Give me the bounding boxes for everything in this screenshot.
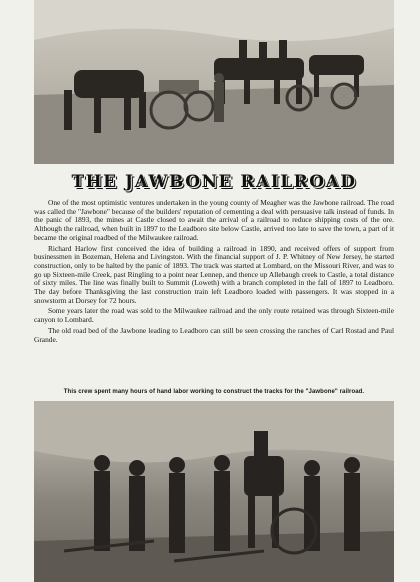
article-title: THE JAWBONE RAILROAD	[71, 172, 357, 192]
article-paragraph: One of the most optimistic ventures undertaken in the young county of Meagher was the Jawbone railroad. The road was called the "Jawbone" because of the builders' reputation of cementing a deal with persuasive talk instead of funds. In the panic of 1893, the mines at Castle closed to await the arrival of a railroad to reduce shipping costs of the ore. Although the railroad, when built in 1897 to the Leadboro site below Castle, arrived too late to save the town, a part of it became the original roadbed of the Milwaukee railroad.	[34, 198, 394, 242]
article-body	[34, 199, 394, 346]
article-paragraph: Some years later the road was sold to the Milwaukee railroad and the only route retained was through Sixteen-mile canyon to Lombard.	[34, 306, 394, 325]
photo-caption: This crew spent many hours of hand labor working to construct the tracks for the "Jawbone" railroad.	[63, 389, 365, 395]
article-paragraph: Richard Harlow first conceived the idea of building a railroad in 1890, and received offers of support from businessmen in Bozeman, Helena and Livingston. With the financial support of J. P. Whitney of New Jersey, he started construction, only to be halted by the panic of 1893. The track was started at Lombard, on the Missouri River, and was to go up Sixteen-mile Creek, past Ringling to a point near Lennep, and thence up Allebaugh creek to Castle, a total distance of sixty miles. The line was finally built to Summit (Loweth) with a branch completed in the fall of 1897 to Leadboro. The day before Thanksgiving the last construction train left Leadboro loaded with passengers. It was stopped in a snowstorm at Dorsey for 72 hours.	[34, 243, 394, 305]
top-photo-horse-teams	[34, 0, 394, 164]
article-paragraph: The old road bed of the Jawbone leading to Leadboro can still be seen crossing the ranches of Carl Rostad and Paul Grande.	[34, 325, 394, 344]
bottom-photo-work-crew	[34, 401, 394, 582]
